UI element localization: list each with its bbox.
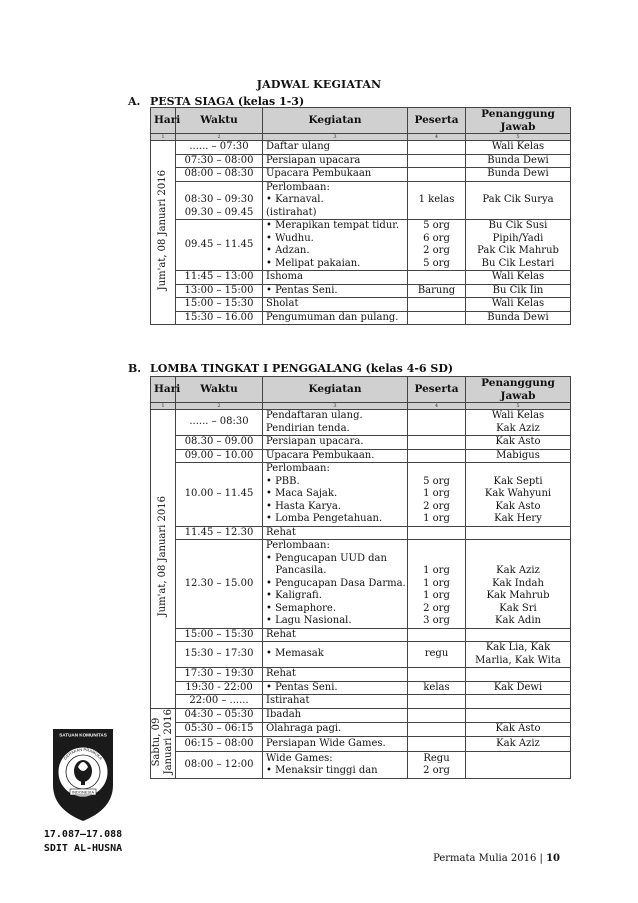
- waktu-cell: 08:30 – 09:30 09.30 – 09.45: [176, 181, 263, 220]
- peserta-cell: [408, 154, 466, 168]
- waktu-cell: 08.30 – 09.00: [176, 436, 263, 450]
- table-row: [151, 154, 571, 168]
- table-row: [151, 271, 571, 285]
- column-number-row: 1 2 3 4 5: [151, 134, 571, 141]
- kegiatan-cell: Rehat: [263, 526, 408, 540]
- peserta-cell: [408, 737, 466, 751]
- kegiatan-cell: Perlombaan: • Pengucapan UUD dan Pancasila. • Pengucapan Dasa Darma. • Kaligrafi. • Semaphore. • Lagu Nasional.: [263, 540, 408, 629]
- penanggung-jawab-cell: Pak Cik Surya: [466, 181, 571, 220]
- peserta-cell: [408, 526, 466, 540]
- penanggung-jawab-cell: Kak Aziz: [466, 737, 571, 751]
- penanggung-jawab-cell: Bunda Dewi: [466, 311, 571, 325]
- kegiatan-cell: Persiapan upacara.: [263, 436, 408, 450]
- kegiatan-cell: Wide Games: • Menaksir tinggi dan: [263, 751, 408, 779]
- peserta-cell: [408, 271, 466, 285]
- page-footer: Permata Mulia 2016 | 10: [433, 853, 560, 864]
- waktu-cell: 15:30 – 16.00: [176, 311, 263, 325]
- peserta-cell: [408, 311, 466, 325]
- kegiatan-cell: Ibadah: [263, 708, 408, 722]
- penanggung-jawab-cell: [466, 708, 571, 722]
- kegiatan-cell: Perlombaan: • PBB. • Maca Sajak. • Hasta Karya. • Lomba Pengetahuan.: [263, 463, 408, 527]
- penanggung-jawab-cell: Wali Kelas: [466, 141, 571, 155]
- day-label: Jum'at, 08 Januari 2016: [157, 496, 168, 617]
- table-row: [151, 668, 571, 682]
- penanggung-jawab-cell: Bu Cik Susi Pipih/Yadi Pak Cik Mahrub Bu Cik Lestari: [466, 220, 571, 271]
- penanggung-jawab-cell: Wali Kelas: [466, 298, 571, 312]
- header-peserta: Peserta: [408, 377, 466, 403]
- peserta-cell: Regu 2 org: [408, 751, 466, 779]
- table-row: [151, 695, 571, 709]
- waktu-cell: 13:00 – 15:00: [176, 284, 263, 298]
- kegiatan-cell: Upacara Pembukaan: [263, 168, 408, 182]
- peserta-cell: [408, 168, 466, 182]
- table-row: [151, 463, 571, 527]
- waktu-cell: 09.45 – 11.45: [176, 220, 263, 271]
- header-penanggung-jawab: Penanggung Jawab: [466, 108, 571, 134]
- penanggung-jawab-cell: Bu Cik Iin: [466, 284, 571, 298]
- peserta-cell: 5 org 1 org 2 org 1 org: [408, 463, 466, 527]
- waktu-cell: 08:00 – 12:00: [176, 751, 263, 779]
- table-header-row: [151, 377, 571, 403]
- schedule-table-siaga: [150, 107, 571, 325]
- peserta-cell: [408, 449, 466, 463]
- peserta-cell: Barung: [408, 284, 466, 298]
- header-waktu: Waktu: [176, 377, 263, 403]
- waktu-cell: 04:30 – 05:30: [176, 708, 263, 722]
- kegiatan-cell: • Pentas Seni.: [263, 284, 408, 298]
- kegiatan-cell: Sholat: [263, 298, 408, 312]
- peserta-cell: kelas: [408, 681, 466, 695]
- penanggung-jawab-cell: Kak Aziz Kak Indah Kak Mahrub Kak Sri Kak Adin: [466, 540, 571, 629]
- table-row: [151, 311, 571, 325]
- kegiatan-cell: Upacara Pembukaan.: [263, 449, 408, 463]
- waktu-cell: 15:30 – 17:30: [176, 642, 263, 668]
- waktu-cell: 11.45 – 12.30: [176, 526, 263, 540]
- table-row: [151, 722, 571, 736]
- header-kegiatan: Kegiatan: [263, 108, 408, 134]
- kegiatan-cell: Daftar ulang: [263, 141, 408, 155]
- footer-text: Permata Mulia 2016: [433, 853, 537, 864]
- column-number-row: 1 2 3 4 5: [151, 403, 571, 410]
- page-title: JADWAL KEGIATAN: [256, 78, 382, 91]
- waktu-cell: 17:30 – 19:30: [176, 668, 263, 682]
- table-row: [151, 284, 571, 298]
- header-hari: Hari: [151, 377, 176, 403]
- pramuka-badge-logo: [50, 727, 116, 823]
- penanggung-jawab-cell: Wali Kelas Kak Aziz: [466, 410, 571, 436]
- kegiatan-cell: Istirahat: [263, 695, 408, 709]
- table-row: [151, 181, 571, 220]
- header-peserta: Peserta: [408, 108, 466, 134]
- header-penanggung-jawab: Penanggung Jawab: [466, 377, 571, 403]
- waktu-cell: 09.00 – 10.00: [176, 449, 263, 463]
- section-b-heading: B. LOMBA TINGKAT I PENGGALANG (kelas 4-6 SD): [128, 362, 454, 375]
- table-row: [151, 737, 571, 751]
- penanggung-jawab-cell: Wali Kelas: [466, 271, 571, 285]
- table-row: [151, 220, 571, 271]
- header-kegiatan: Kegiatan: [263, 377, 408, 403]
- table-row: [151, 141, 571, 155]
- kegiatan-cell: Rehat: [263, 668, 408, 682]
- penanggung-jawab-cell: Kak Asto: [466, 436, 571, 450]
- kegiatan-cell: Ishoma: [263, 271, 408, 285]
- day-label: Jum'at, 08 Januari 2016: [157, 170, 168, 291]
- waktu-cell: 06:15 – 08:00: [176, 737, 263, 751]
- peserta-cell: [408, 722, 466, 736]
- penanggung-jawab-cell: [466, 751, 571, 779]
- peserta-cell: regu: [408, 642, 466, 668]
- waktu-cell: 12.30 – 15.00: [176, 540, 263, 629]
- table-row: [151, 681, 571, 695]
- peserta-cell: [408, 410, 466, 436]
- kegiatan-cell: Persiapan Wide Games.: [263, 737, 408, 751]
- table-row: [151, 526, 571, 540]
- day-label: Sabtu, 09: [151, 716, 162, 766]
- day-cell: [151, 141, 176, 325]
- penanggung-jawab-cell: Bunda Dewi: [466, 168, 571, 182]
- penanggung-jawab-cell: Kak Dewi: [466, 681, 571, 695]
- waktu-cell: 08:00 – 08:30: [176, 168, 263, 182]
- badge-bottom-text: INDONESIA: [71, 789, 95, 795]
- penanggung-jawab-cell: Kak Lia, Kak Marlia, Kak Wita: [466, 642, 571, 668]
- table-row: [151, 410, 571, 436]
- table-row: [151, 449, 571, 463]
- waktu-cell: ...... – 07:30: [176, 141, 263, 155]
- waktu-cell: ...... – 08:30: [176, 410, 263, 436]
- kegiatan-cell: Persiapan upacara: [263, 154, 408, 168]
- peserta-cell: [408, 436, 466, 450]
- table-header-row: [151, 108, 571, 134]
- kegiatan-cell: Pendaftaran ulang. Pendirian tenda.: [263, 410, 408, 436]
- logo-school-name: SDIT AL-HUSNA: [43, 843, 123, 854]
- penanggung-jawab-cell: [466, 526, 571, 540]
- waktu-cell: 10.00 – 11.45: [176, 463, 263, 527]
- waktu-cell: 11:45 – 13:00: [176, 271, 263, 285]
- peserta-cell: [408, 628, 466, 642]
- waktu-cell: 07:30 – 08:00: [176, 154, 263, 168]
- table-row: [151, 708, 571, 722]
- peserta-cell: [408, 708, 466, 722]
- waktu-cell: 05:30 – 06:15: [176, 722, 263, 736]
- table-row: [151, 642, 571, 668]
- section-a-heading: A. PESTA SIAGA (kelas 1-3): [128, 95, 305, 108]
- peserta-cell: 1 org 1 org 1 org 2 org 3 org: [408, 540, 466, 629]
- kegiatan-cell: Olahraga pagi.: [263, 722, 408, 736]
- schedule-table-penggalang: [150, 376, 571, 779]
- peserta-cell: 5 org 6 org 2 org 5 org: [408, 220, 466, 271]
- penanggung-jawab-cell: Bunda Dewi: [466, 154, 571, 168]
- peserta-cell: [408, 298, 466, 312]
- penanggung-jawab-cell: Kak Asto: [466, 722, 571, 736]
- table-row: [151, 436, 571, 450]
- waktu-cell: 19:30 - 22:00: [176, 681, 263, 695]
- kegiatan-cell: • Memasak: [263, 642, 408, 668]
- logo-code: 17.087—17.088: [43, 829, 123, 840]
- kegiatan-cell: • Pentas Seni.: [263, 681, 408, 695]
- header-waktu: Waktu: [176, 108, 263, 134]
- penanggung-jawab-cell: [466, 628, 571, 642]
- peserta-cell: [408, 668, 466, 682]
- table-row: [151, 751, 571, 779]
- penanggung-jawab-cell: Kak Septi Kak Wahyuni Kak Asto Kak Hery: [466, 463, 571, 527]
- table-row: [151, 298, 571, 312]
- penanggung-jawab-cell: [466, 695, 571, 709]
- peserta-cell: [408, 141, 466, 155]
- kegiatan-cell: • Merapikan tempat tidur. • Wudhu. • Adzan. • Melipat pakaian.: [263, 220, 408, 271]
- day-cell: Sabtu, 09 Januari 2016: [151, 708, 176, 779]
- waktu-cell: 15:00 – 15:30: [176, 628, 263, 642]
- peserta-cell: [408, 695, 466, 709]
- table-row: [151, 628, 571, 642]
- table-row: [151, 168, 571, 182]
- header-hari: Hari: [151, 108, 176, 134]
- kegiatan-cell: Rehat: [263, 628, 408, 642]
- penanggung-jawab-cell: [466, 668, 571, 682]
- day-cell: [151, 410, 176, 709]
- kegiatan-cell: Perlombaan: • Karnaval. (istirahat): [263, 181, 408, 220]
- table-row: [151, 540, 571, 629]
- waktu-cell: 15:00 – 15:30: [176, 298, 263, 312]
- peserta-cell: 1 kelas: [408, 181, 466, 220]
- waktu-cell: 22:00 – ......: [176, 695, 263, 709]
- badge-ring-text: GERAKAN PRAMUKA: [62, 746, 104, 761]
- badge-top-text: SATUAN KOMUNITAS: [59, 732, 107, 738]
- penanggung-jawab-cell: Mabigus: [466, 449, 571, 463]
- page-number: 10: [546, 853, 560, 864]
- kegiatan-cell: Pengumuman dan pulang.: [263, 311, 408, 325]
